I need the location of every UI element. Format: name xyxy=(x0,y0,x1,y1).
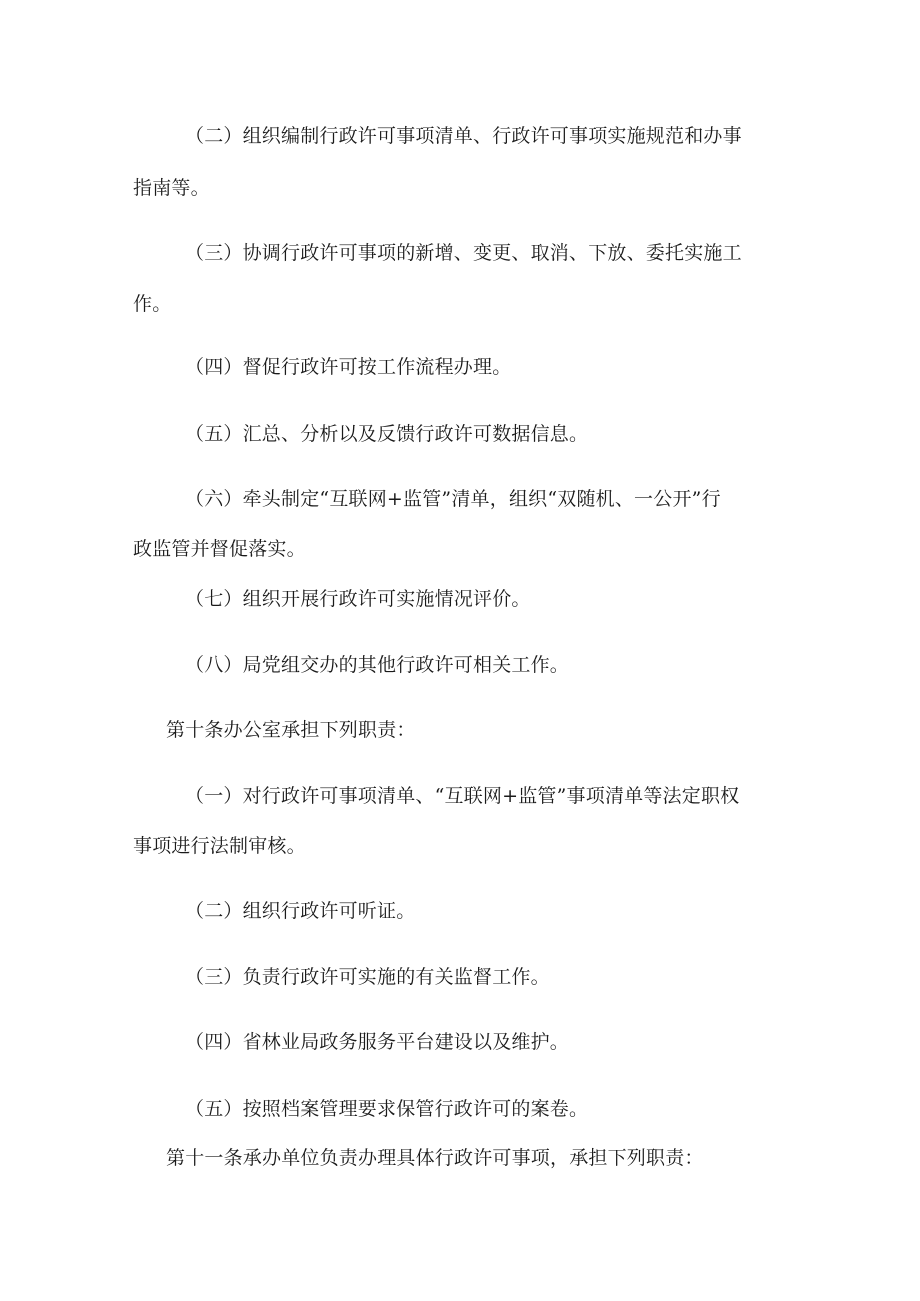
paragraph-line: （二）组织编制行政许可事项清单、行政许可事项实施规范和办事 xyxy=(185,125,742,147)
paragraph-line: （二）组织行政许可听证。 xyxy=(185,900,416,922)
paragraph-line: （八）局党组交办的其他行政许可相关工作。 xyxy=(185,654,570,676)
paragraph-line: （一）对行政许可事项清单、“互联网+监管”事项清单等法定职权 xyxy=(185,785,740,807)
paragraph-line: 指南等。 xyxy=(133,177,210,199)
paragraph-line: 第十一条承办单位负责办理具体行政许可事项，承担下列职责： xyxy=(166,1147,704,1169)
paragraph-line: （三）负责行政许可实施的有关监督工作。 xyxy=(185,966,550,988)
paragraph-line: （七）组织开展行政许可实施情况评价。 xyxy=(185,588,531,610)
paragraph-line: 第十条办公室承担下列职责： xyxy=(166,719,416,741)
paragraph-line: （四）督促行政许可按工作流程办理。 xyxy=(185,356,512,378)
paragraph-line: （三）协调行政许可事项的新增、变更、取消、下放、委托实施工 xyxy=(185,242,742,264)
paragraph-line: （四）省林业局政务服务平台建设以及维护。 xyxy=(185,1031,570,1053)
paragraph-line: 政监管并督促落实。 xyxy=(133,538,306,560)
paragraph-line: （五）按照档案管理要求保管行政许可的案卷。 xyxy=(185,1098,589,1120)
paragraph-line: （五）汇总、分析以及反馈行政许可数据信息。 xyxy=(185,423,589,445)
paragraph-line: 作。 xyxy=(133,293,172,315)
paragraph-line: 事项进行法制审核。 xyxy=(133,835,306,857)
paragraph-line: （六）牵头制定“互联网+监管”清单，组织“双随机、一公开”行 xyxy=(185,488,721,510)
